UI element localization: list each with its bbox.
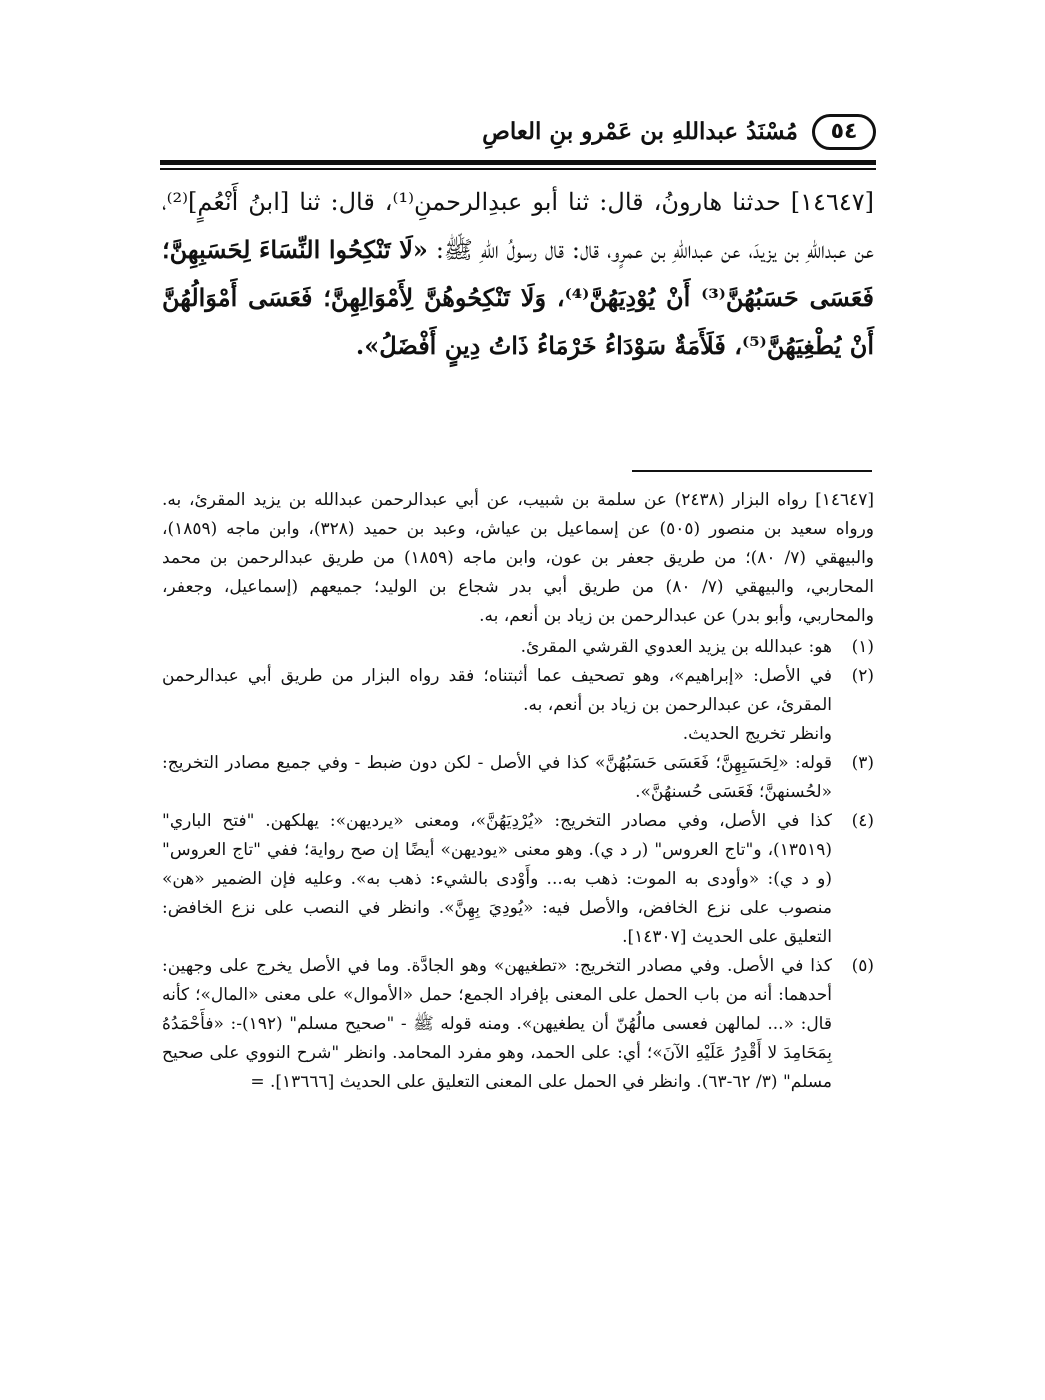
footnote-text: [162, 662, 832, 749]
footnote-paragraph: كذا في الأصل، وفي مصادر التخريج: «يُرْدِيَهُنَّ»، ومعنى «يرديهن»: يهلكهن. "فتح الباري" (١٣٥١٩)، و"تاج العروس" (ر د ي). وهو معنى «يوديهن» أيضًا إن صح رواية؛ ففي "تاج العروس" (و د ي): «وأودى به الموت: ذهب به... وأَوْدى بالشيء: ذهب به». وعليه فإن الضمير «هن» منصوب على نزع الخافض، والأصل فيه: «يُودِيَ بِهِنَّ». وانظر في النصب على نزع الخافض: التعليق على الحديث [١٤٣٠٧].: [162, 811, 832, 947]
footnote: [162, 807, 874, 952]
footnote-label: (٥): [851, 956, 874, 976]
footnote: [162, 952, 874, 1097]
footnote-text: [162, 807, 832, 952]
footnote-paragraph: هو: عبدالله بن يزيد العدوي القرشي المقرئ.: [520, 637, 832, 657]
footnote-label: (١): [851, 637, 874, 657]
hadith-text: [162, 178, 874, 370]
footnotes-area: [162, 486, 874, 1097]
footnote-text: [162, 633, 832, 662]
hadith-isnad: حدثنا هارونُ، قال: ثنا أبو عبدِالرحمنِ⁽¹⁾، قال: ثنا [ابنُ أَنْعُمٍ]⁽²⁾، عن عبداللهِ بن يزيدَ، عن عبداللهِ بن عمرٍو، قال: قال رسولُ اللهِ ﷺ:: [162, 188, 874, 264]
footnote-paragraph: كذا في الأصل. وفي مصادر التخريج: «تطغيهن» وهو الجادَّة. وما في الأصل يخرج على وجهين: أحدهما: أنه من باب الحمل على المعنى بإفراد الجمع؛ حمل «الأموال» على معنى «المال»؛ كأنه قال: «... لمالهن فعسى مالُهُنّ أن يطغيهن». ومنه قوله ﷺ - "صحيح مسلم" (١٩٢)-: «فأَحْمَدُهُ بِمَحَامِدَ لا أَقْدِرُ عَلَيْهِ الآنَ»؛ أي: على الحمد، وهو مفرد المحامد. وانظر "شرح النووي على صحيح مسلم" (٣/ ٦٢-٦٣). وانظر في الحمل على المعنى التعليق على الحديث [١٣٦٦٦]. =: [162, 956, 832, 1092]
footnote-label: (٤): [851, 811, 874, 831]
footnote-text: [162, 952, 832, 1097]
hadith-matn: «لَا تَنْكِحُوا النِّسَاءَ لِحَسَبِهِنَّ؛ فَعَسَى حَسَبُهُنَّ⁽³⁾ أَنْ يُوْدِيَهُنَّ⁽⁴⁾، وَلَا تَنْكِحُوهُنَّ لِأَمْوَالِهِنَّ؛ فَعَسَى أَمْوَالُهُنَّ أَنْ يُطْغِيَهُنَّ⁽⁵⁾، فَلَأَمَةٌ سَوْدَاءُ خَرْمَاءُ ذَاتُ دِينٍ أَفْضَلُ».: [162, 235, 874, 360]
footnote-paragraph: قوله: «لِحَسَبِهِنَّ؛ فَعَسَى حَسَبُهُنَّ» كذا في الأصل - لكن دون ضبط - وفي جميع مصادر التخريج: «لحُسنهنَّ؛ فَعَسَى حُسنهُنَّ».: [162, 753, 832, 802]
footnote-separator: [632, 470, 872, 472]
running-title: مُسْنَدُ عبداللهِ بن عَمْرو بنِ العاصِ: [482, 118, 798, 145]
header-rule-thick: [160, 160, 876, 165]
page-header: [160, 110, 876, 156]
footnote-label: (٢): [851, 666, 874, 686]
footnote-paragraph: وانظر تخريج الحديث.: [682, 724, 832, 744]
footnote-paragraph: في الأصل: «إبراهيم»، وهو تصحيف عما أثبتناه؛ فقد رواه البزار من طريق أبي عبدالرحمن المقرئ، عن عبدالرحمن بن زياد بن أنعم، به.: [162, 666, 832, 715]
hadith-number: [١٤٦٤٧]: [790, 188, 874, 216]
footnote-label: (٣): [851, 753, 874, 773]
footnote-text: [162, 749, 832, 807]
takhrij-note: [١٤٦٤٧] رواه البزار (٢٤٣٨) عن سلمة بن شبيب، عن أبي عبدالرحمن عبدالله بن يزيد المقرئ، به. ورواه سعيد بن منصور (٥٠٥) عن إسماعيل بن عياش، وعبد بن حميد (٣٢٨)، وابن ماجه (١٨٥٩)، والبيهقي (٧/ ٨٠)؛ من طريق جعفر بن عون، وابن ماجه (١٨٥٩) من طريق عبدالرحمن بن محمد المحاربي، والبيهقي (٧/ ٨٠) من طريق أبي بدر شجاع بن الوليد؛ جميعهم (إسماعيل، وجعفر، والمحاربي، وأبو بدر) عن عبدالرحمن بن زياد بن أنعم، به.: [162, 490, 875, 626]
footnote: [162, 633, 874, 662]
header-rule-thin: [160, 168, 876, 170]
page-number: ٥٤: [812, 114, 876, 150]
footnote: [162, 749, 874, 807]
footnote: [162, 662, 874, 749]
